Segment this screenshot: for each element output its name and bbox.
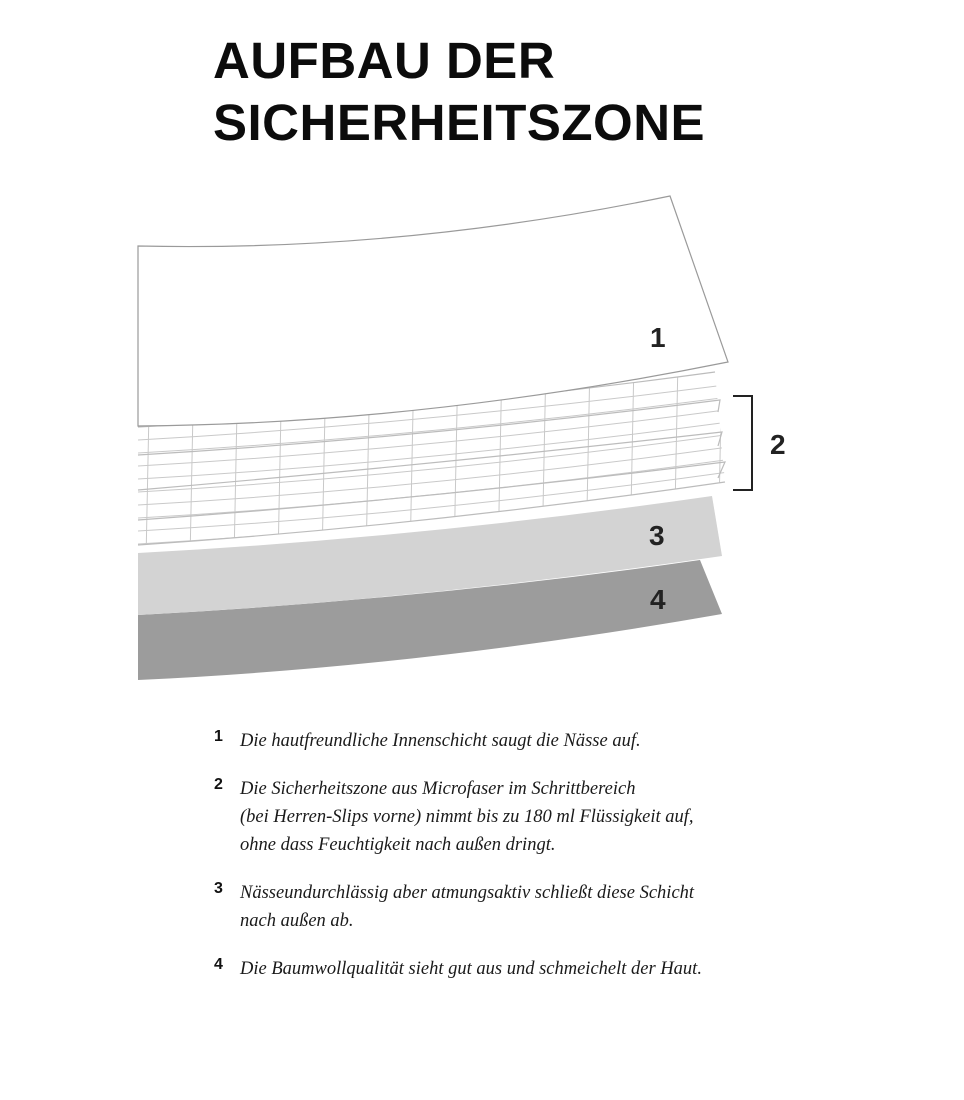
legend-number: 3 bbox=[214, 880, 223, 897]
legend-text: Nässeundurchlässig aber atmungsaktiv schließt diese Schicht nach außen ab. bbox=[240, 883, 695, 931]
legend-list bbox=[214, 727, 854, 1003]
page-title-line-1: AUFBAU DER bbox=[213, 32, 556, 89]
legend-item-1 bbox=[214, 727, 854, 755]
layer-4-label: 4 bbox=[650, 584, 666, 615]
legend-item-3 bbox=[214, 879, 854, 935]
legend-number: 2 bbox=[214, 776, 223, 793]
legend-text: Die Sicherheitszone aus Microfaser im Schrittbereich (bei Herren-Slips vorne) nimmt bis zu 180 ml Flüssigkeit auf, ohne dass Feuchtigkeit nach außen dringt. bbox=[240, 779, 694, 855]
legend-text: Die hautfreundliche Innenschicht saugt die Nässe auf. bbox=[240, 731, 641, 751]
legend-item-2 bbox=[214, 775, 854, 859]
legend-number: 1 bbox=[214, 728, 223, 745]
legend-text: Die Baumwollqualität sieht gut aus und schmeichelt der Haut. bbox=[240, 959, 702, 979]
layer-3-label: 3 bbox=[649, 520, 665, 551]
layer-2-label: 2 bbox=[770, 429, 786, 460]
layer-1-label: 1 bbox=[650, 322, 666, 353]
legend-item-4 bbox=[214, 955, 854, 983]
page-title-line-2: SICHERHEITSZONE bbox=[213, 94, 706, 151]
legend-number: 4 bbox=[214, 956, 223, 973]
layer-2-bracket bbox=[733, 396, 752, 490]
